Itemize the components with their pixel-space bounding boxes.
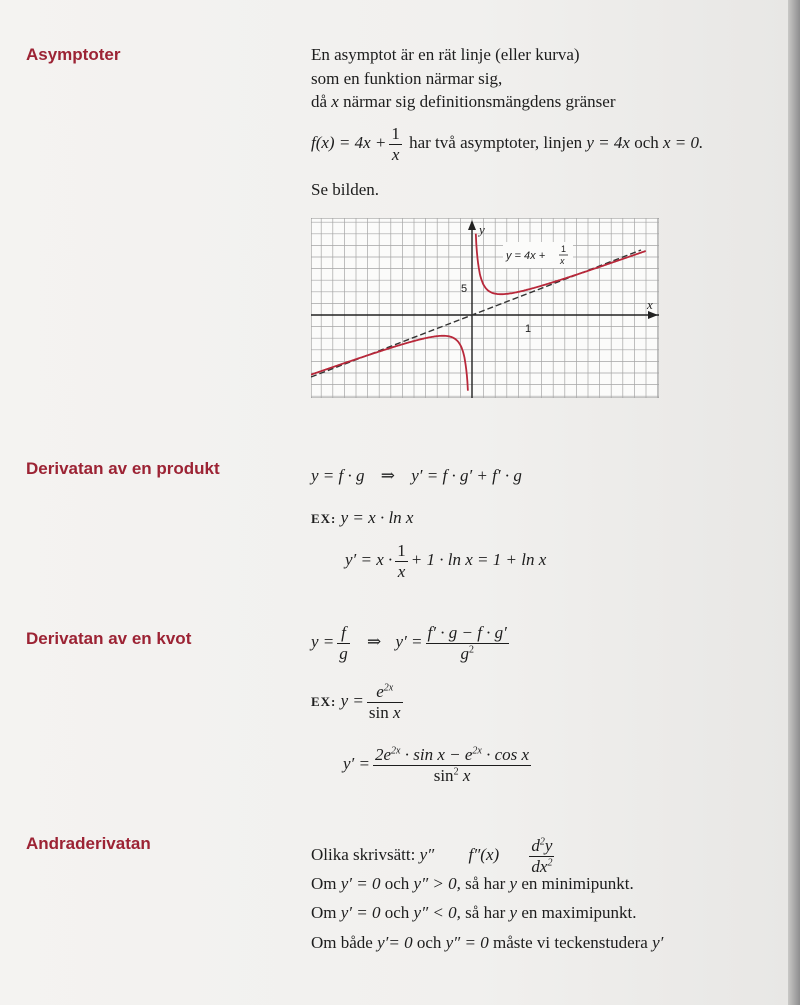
heading-produkt: Derivatan av en produkt [26, 459, 220, 478]
y-axis-label: y [479, 222, 485, 237]
heading-asymptoter: Asymptoter [26, 45, 121, 64]
graph-frame [311, 218, 659, 398]
asymptote-def-line2: som en funktion närmar sig, [311, 69, 503, 88]
function-label-left: y = 4x + [506, 250, 546, 262]
product-example: EX: y = x · ln x [311, 508, 414, 527]
quotient-example: EX: y = $\frac{e^{2x}}{\text{sin x}}$ [311, 682, 401, 722]
sign-study-line: Om både y′= 0 och y″ = 0 måste vi teckenstudera y′ [311, 933, 664, 952]
quotient-derivative: y′ = $\frac{2e^{2x} \cdot \sin x - e^{2x} \cdot \cos x}{\sin^2 x}$ [343, 745, 530, 785]
asymptote-graph [311, 218, 659, 398]
function-label-num: 1 [561, 244, 567, 254]
asymptote-def-line1: En asymptot är en rät linje (eller kurva) [311, 45, 580, 64]
function-label-den: x [560, 256, 565, 266]
maximum-line: Om y′ = 0 och y″ < 0, så har y en maximipunkt. [311, 903, 637, 922]
see-figure: Se bilden. [311, 180, 379, 199]
x-axis-label: x [647, 297, 653, 312]
page-edge [788, 0, 800, 1005]
minimum-line: Om y′ = 0 och y″ > 0, så har y en minimipunkt. [311, 874, 634, 893]
tick-label-5: 5 [461, 283, 468, 295]
product-rule: y = f · g ⇒ y′ = f · g′ + f′ · g [311, 466, 522, 485]
quotient-rule: y = $\frac{f}{g}$ ⇒ y′ = $\frac{f' \cdot g - f \cdot g'}{g^2}$ [311, 623, 507, 663]
fraction-1-over-x: $\frac{1}{x}$ [391, 124, 400, 164]
tick-label-1: 1 [525, 323, 532, 335]
heading-andra: Andraderivatan [26, 834, 151, 853]
product-derivative: y′ = x · $\frac{1}{x}$ + 1 · ln x = 1 + ln x [345, 541, 547, 581]
heading-kvot: Derivatan av en kvot [26, 629, 192, 648]
asymptote-def-line3: då x närmar sig definitionsmängdens gränser [311, 92, 616, 111]
asymptote-example: f(x) = 4x + $\frac{1}{x}$ har två asymptoter, linjen y = 4x och x = 0. [311, 124, 704, 164]
notation-line: Olika skrivsätt: y″ f″(x) $\frac{d^2y}{dx^2}$ [311, 836, 553, 876]
